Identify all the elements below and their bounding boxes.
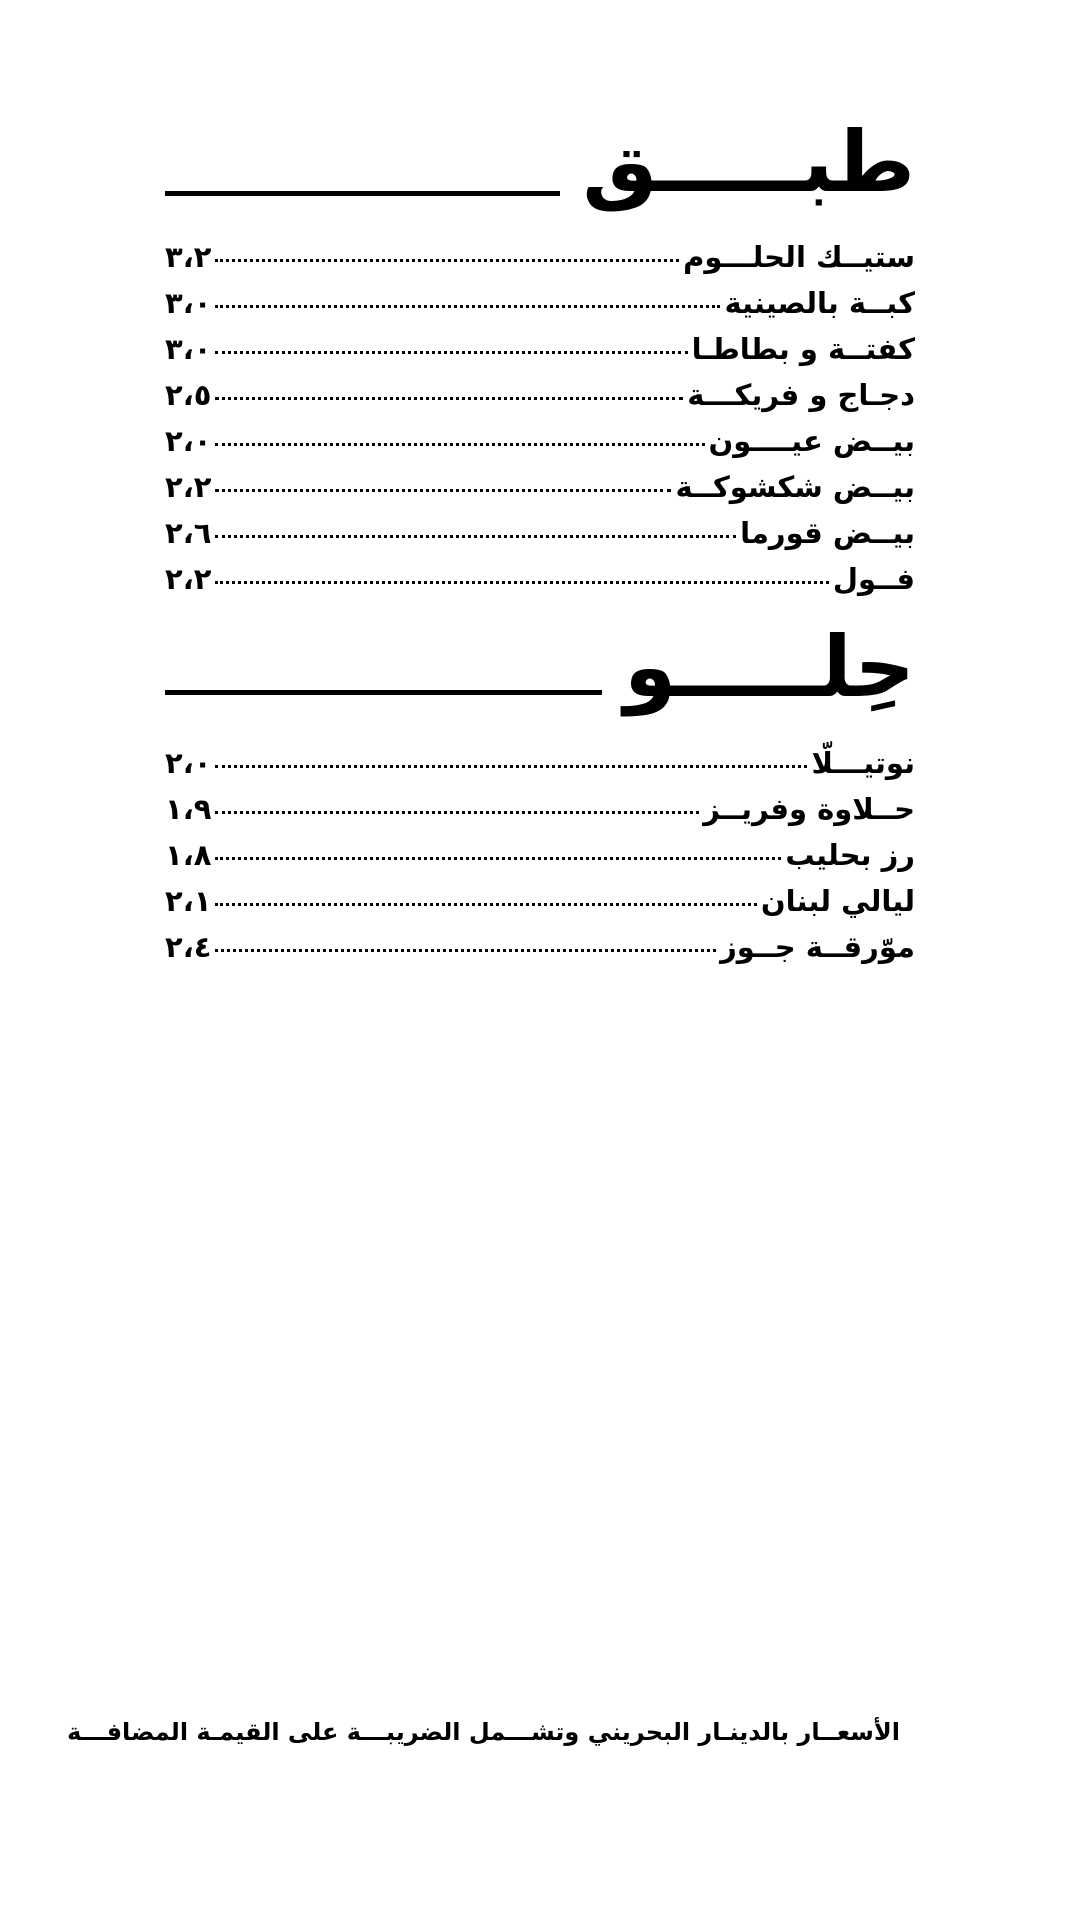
dot-leader [215, 259, 679, 262]
menu-item [165, 378, 915, 424]
menu-item [165, 562, 915, 608]
item-name: بيــض شكشوكــة [675, 470, 915, 504]
menu-list-main-dishes [165, 240, 915, 608]
section-header-main-dishes [165, 113, 915, 211]
menu-item [165, 930, 915, 976]
dot-leader [215, 535, 736, 538]
item-name: حــلاوة وفريــز [703, 792, 915, 826]
menu-item [165, 838, 915, 884]
menu-item [165, 884, 915, 930]
menu-item [165, 332, 915, 378]
dot-leader [215, 305, 720, 308]
dot-leader [215, 949, 716, 952]
item-price: ٢،٥ [165, 378, 212, 412]
item-name: ستيــك الحلـــوم [683, 240, 915, 274]
section-divider [165, 191, 560, 196]
section-title: حِلـــــو [623, 618, 915, 716]
item-name: ليالي لبنان [760, 884, 915, 918]
item-price: ٢،٢ [165, 470, 212, 504]
dot-leader [215, 811, 699, 814]
item-name: كفتــة و بطاطـا [691, 332, 915, 366]
footer-price-note: الأسعــار بالدينـار البحريني وتشـــمل الضريبـــة على القيمـة المضافـــة [67, 1718, 900, 1746]
menu-item [165, 286, 915, 332]
item-name: نوتيـــلّا [811, 746, 915, 780]
item-name: فــول [832, 562, 915, 596]
item-price: ١،٨ [165, 838, 212, 872]
item-price: ٣،٠ [165, 332, 212, 366]
menu-item [165, 424, 915, 470]
item-name: كبــة بالصينية [724, 286, 915, 320]
item-price: ٣،٢ [165, 240, 212, 274]
item-price: ٣،٠ [165, 286, 212, 320]
item-price: ٢،٦ [165, 516, 212, 550]
menu-item [165, 792, 915, 838]
item-name: بيــض قورما [740, 516, 915, 550]
section-divider [165, 690, 602, 695]
item-name: بيــض عيــــون [708, 424, 915, 458]
dot-leader [215, 857, 781, 860]
item-name: موّرقــة جــوز [720, 930, 915, 964]
dot-leader [215, 351, 687, 354]
dot-leader [215, 489, 671, 492]
dot-leader [215, 903, 756, 906]
dot-leader [215, 765, 807, 768]
item-name: دجـاج و فريكـــة [687, 378, 915, 412]
item-price: ٢،٢ [165, 562, 212, 596]
menu-list-desserts [165, 746, 915, 976]
dot-leader [215, 443, 704, 446]
item-name: رز بحليب [785, 838, 915, 872]
section-title: طبـــــق [582, 113, 915, 211]
item-price: ٢،٠ [165, 746, 212, 780]
item-price: ١،٩ [165, 792, 212, 826]
menu-item [165, 516, 915, 562]
item-price: ٢،١ [165, 884, 212, 918]
dot-leader [215, 397, 683, 400]
dot-leader [215, 581, 828, 584]
menu-item [165, 240, 915, 286]
menu-item [165, 746, 915, 792]
section-header-desserts [165, 618, 915, 716]
menu-item [165, 470, 915, 516]
item-price: ٢،٤ [165, 930, 212, 964]
item-price: ٢،٠ [165, 424, 212, 458]
